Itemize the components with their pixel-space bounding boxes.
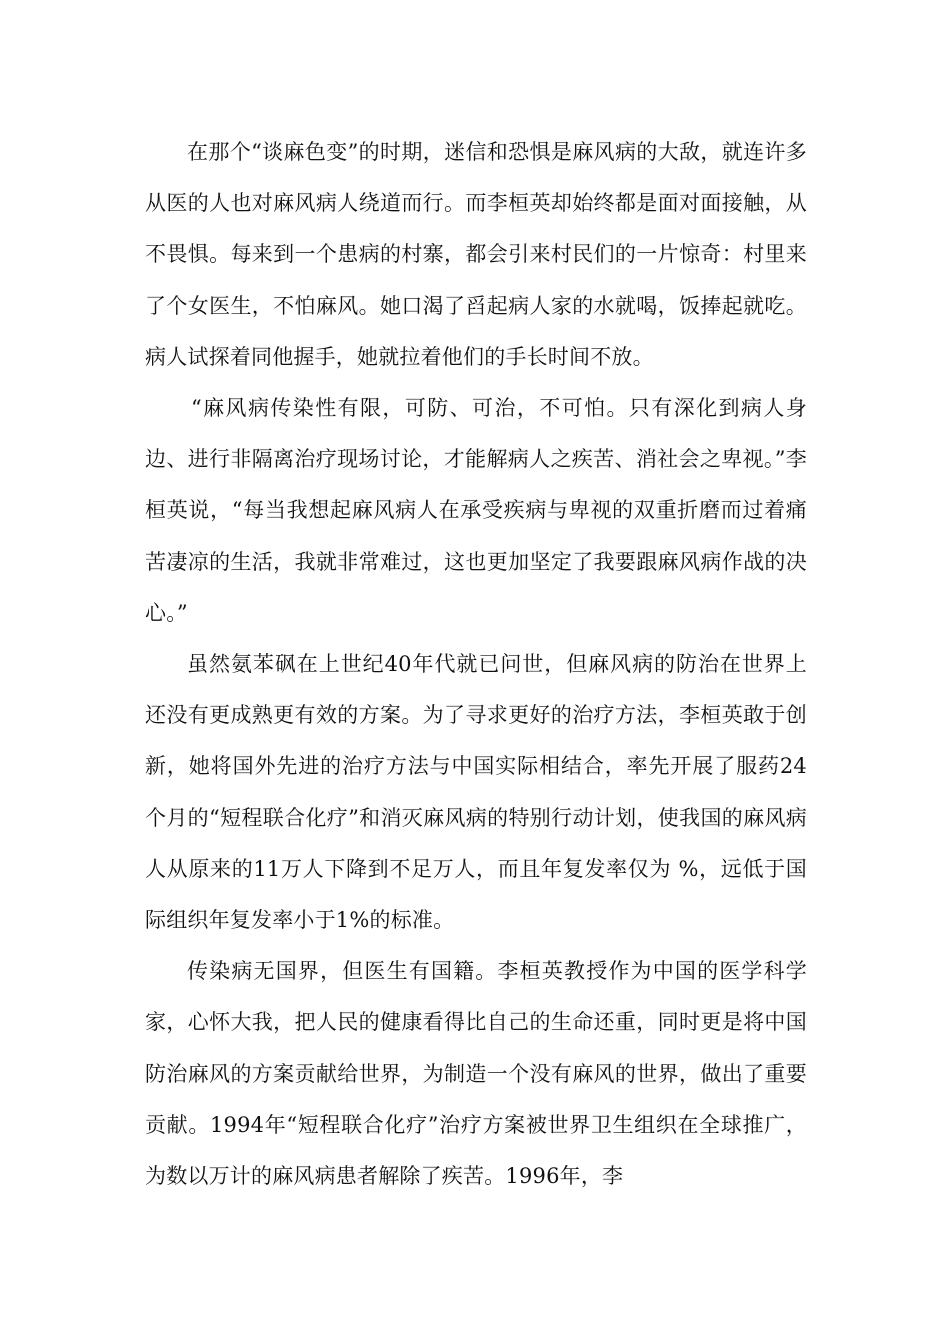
paragraph-quote: “麻风病传染性有限，可防、可治，不可怕。只有深化到病人身边、进行非隔离治疗现场讨论，才能解病人之疾苦、消社会之卑视。”李桓英说，“每当我想起麻风病人在承受疾病与卑视的双重折磨而过着痛苦凄凉的生活，我就非常难过，这也更加坚定了我要跟麻风病作战的决心。” [145,396,807,625]
paragraph-superstition: 在那个“谈麻色变”的时期，迷信和恐惧是麻风病的大敌，就连许多从医的人也对麻风病人绕道而行。而李桓英却始终都是面对面接触，从不畏惧。每来到一个患病的村寨，都会引来村民们的一片惊奇：村里来了个女医生，不怕麻风。她口渴了舀起病人家的水就喝，饭捧起就吃。病人试探着同他握手，她就拉着他们的手长时间不放。 [145,140,807,369]
document-body [145,127,807,1202]
paragraph-contribution: 传染病无国界，但医生有国籍。李桓英教授作为中国的医学科学家，心怀大我，把人民的健康看得比自己的生命还重，同时更是将中国防治麻风的方案贡献给世界，为制造一个没有麻风的世界，做出了重要贡献。1994年“短程联合化疗”治疗方案被世界卫生组织在全球推广，为数以万计的麻风病患者解除了疾苦。1996年，李 [145,959,807,1189]
paragraph-treatment: 虽然氨苯砜在上世纪40年代就已问世，但麻风病的防治在世界上还没有更成熟更有效的方案。为了寻求更好的治疗方法，李桓英敢于创新，她将国外先进的治疗方法与中国实际相结合，率先开展了服药24个月的“短程联合化疗”和消灭麻风病的特别行动计划，使我国的麻风病人从原来的11万人下降到不足万人，而且年复发率仅为 %，远低于国际组织年复发率小于1%的标准。 [145,652,807,933]
